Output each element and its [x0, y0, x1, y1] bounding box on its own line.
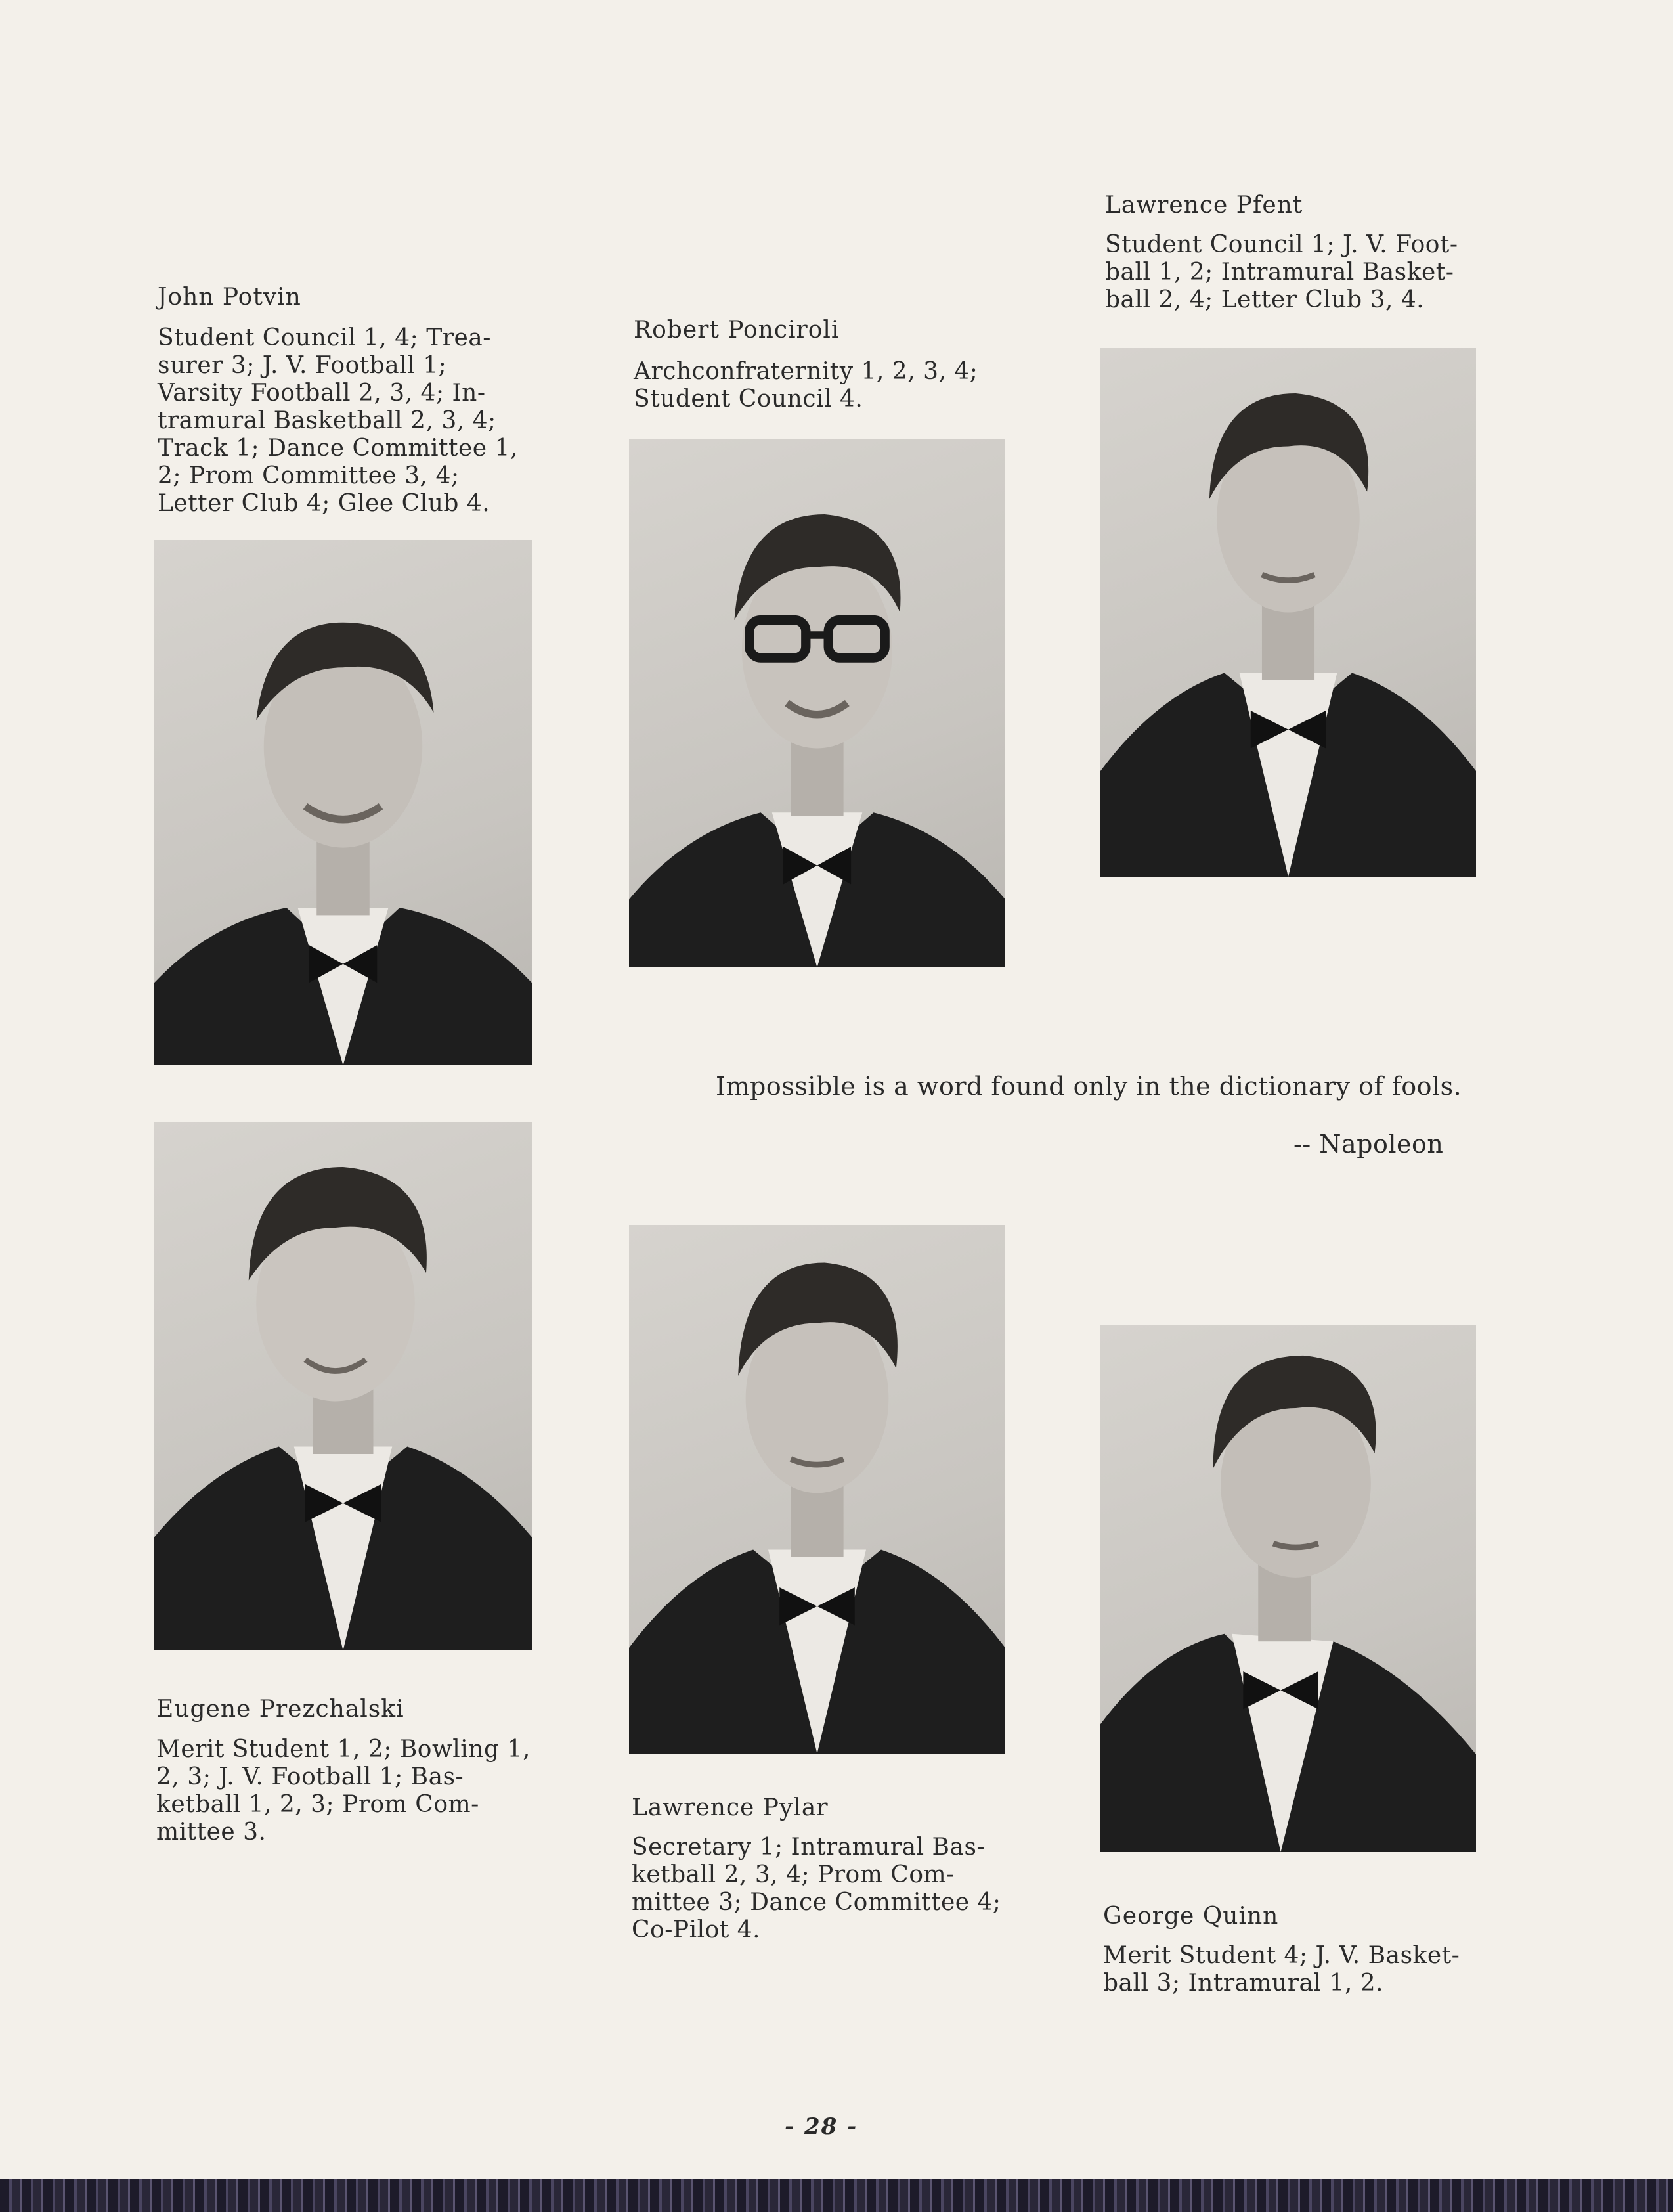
activity-line: Student Council 4. [634, 386, 863, 412]
activity-line: Secretary 1; Intramural Bas- [632, 1834, 986, 1861]
scan-edge-strip [0, 2179, 1673, 2212]
activity-line: Student Council 1; J. V. Foot- [1105, 231, 1458, 258]
student-activities-potvin [158, 324, 535, 518]
portrait-photo-potvin [154, 540, 532, 1065]
student-name-quinn: George Quinn [1103, 1903, 1279, 1930]
student-name-prezchalski: Eugene Prezchalski [156, 1696, 404, 1723]
activity-line: Student Council 1, 4; Trea- [158, 324, 491, 351]
quote-text: Impossible is a word found only in the dictionary of fools. [716, 1072, 1462, 1101]
student-name-pfent: Lawrence Pfent [1105, 192, 1303, 219]
student-activities-quinn [1103, 1942, 1482, 1997]
page-number: - 28 - [785, 2113, 858, 2140]
activity-line: ketball 1, 2, 3; Prom Com- [156, 1791, 479, 1818]
student-activities-pfent [1105, 231, 1483, 314]
activity-line: Varsity Football 2, 3, 4; In- [158, 380, 486, 407]
activity-line: Merit Student 1, 2; Bowling 1, [156, 1736, 531, 1763]
activity-line: mittee 3. [156, 1819, 267, 1846]
activity-line: Merit Student 4; J. V. Basket- [1103, 1942, 1460, 1969]
activity-line: Co-Pilot 4. [632, 1916, 761, 1943]
student-name-pylar: Lawrence Pylar [632, 1794, 829, 1821]
portrait-photo-pylar [629, 1225, 1005, 1754]
activity-line: 2, 3; J. V. Football 1; Bas- [156, 1763, 464, 1790]
activity-line: Track 1; Dance Committee 1, [158, 435, 518, 462]
activity-line: 2; Prom Committee 3, 4; [158, 462, 460, 489]
activity-line: ball 1, 2; Intramural Basket- [1105, 259, 1454, 286]
activity-line: mittee 3; Dance Committee 4; [632, 1889, 1001, 1916]
student-activities-prezchalski [156, 1736, 534, 1846]
student-name-potvin: John Potvin [158, 284, 301, 311]
activity-line: tramural Basketball 2, 3, 4; [158, 407, 496, 434]
portrait-photo-quinn [1100, 1325, 1476, 1852]
portrait-photo-pfent [1100, 348, 1476, 877]
portrait-photo-prezchalski [154, 1122, 532, 1650]
activity-line: ball 3; Intramural 1, 2. [1103, 1970, 1384, 1997]
activity-line: surer 3; J. V. Football 1; [158, 352, 447, 379]
student-name-ponciroli: Robert Ponciroli [634, 317, 840, 343]
activity-line: Letter Club 4; Glee Club 4. [158, 490, 490, 517]
student-activities-ponciroli [634, 358, 1014, 413]
activity-line: ball 2, 4; Letter Club 3, 4. [1105, 286, 1425, 313]
activity-line: ketball 2, 3, 4; Prom Com- [632, 1861, 955, 1888]
quote-attribution: -- Napoleon [1293, 1130, 1444, 1159]
student-activities-pylar [632, 1834, 1010, 1944]
activity-line: Archconfraternity 1, 2, 3, 4; [634, 358, 978, 385]
portrait-photo-ponciroli [629, 439, 1005, 967]
